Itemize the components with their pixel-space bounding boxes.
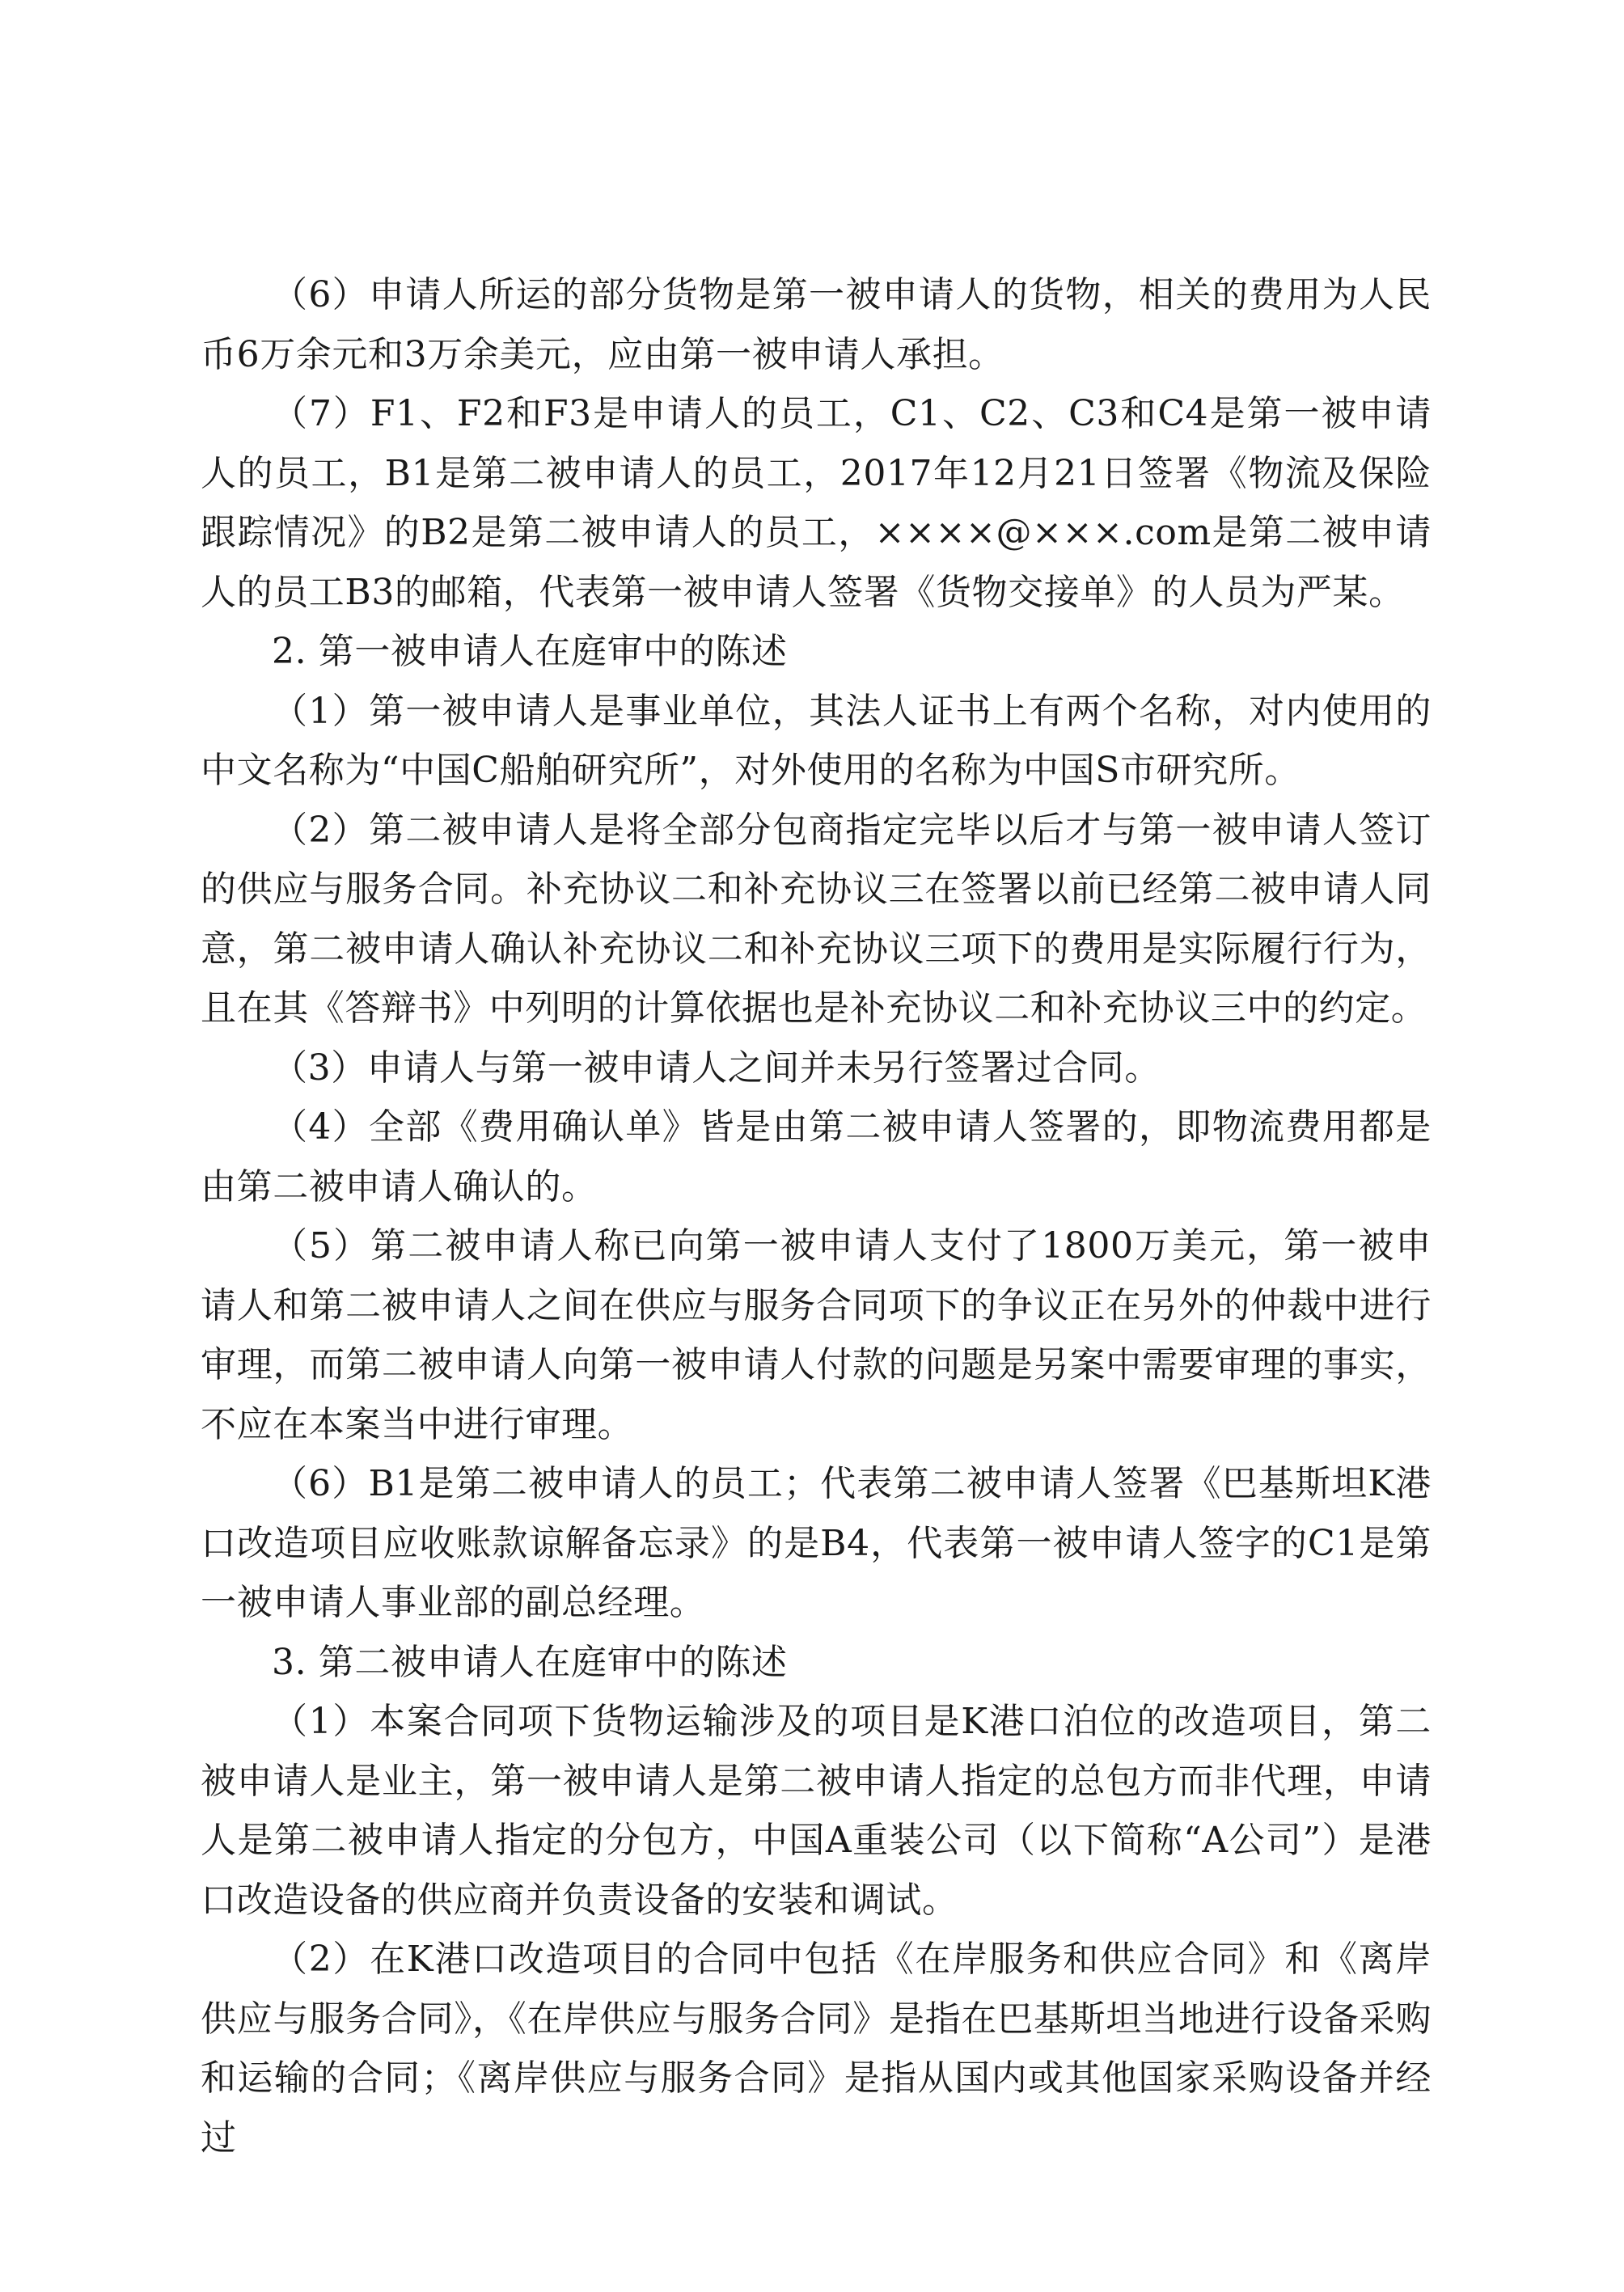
- section-heading-second-respondent-statement: 3. 第二被申请人在庭审中的陈述: [272, 1641, 788, 1683]
- paragraph-first-respondent-3: （3）申请人与第一被申请人之间并未另行签署过合同。: [272, 1047, 1161, 1089]
- paragraph-first-respondent-2: （2）第二被申请人是将全部分包商指定完毕以后才与第一被申请人签订的供应与服务合同。补充协议二和补充协议三在签署以前已经第二被申请人同意，第二被申请人确认补充协议二和补充协议三项下的费用是实际履行行为，且在其《答辩书》中列明的计算依据也是补充协议二和补充协议三中的约定。: [201, 809, 1432, 1029]
- paragraph-first-respondent-6: （6）B1是第二被申请人的员工；代表第二被申请人签署《巴基斯坦K港口改造项目应收账款谅解备忘录》的是B4，代表第一被申请人签字的C1是第一被申请人事业部的副总经理。: [201, 1463, 1432, 1623]
- paragraph-7-staff-identities: （7）F1、F2和F3是申请人的员工，C1、C2、C3和C4是第一被申请人的员工，B1是第二被申请人的员工，2017年12月21日签署《物流及保险跟踪情况》的B2是第二被申请人的员工，××××@×××.com是第二被申请人的员工B3的邮箱，代表第一被申请人签署《货物交接单》的人员为严某。: [201, 393, 1432, 613]
- paragraph-second-respondent-1: （1）本案合同项下货物运输涉及的项目是K港口泊位的改造项目，第二被申请人是业主，第一被申请人是第二被申请人指定的总包方而非代理，申请人是第二被申请人指定的分包方，中国A重装公司（以下简称“A公司”）是港口改造设备的供应商并负责设备的安装和调试。: [201, 1701, 1432, 1921]
- document-body: [201, 265, 1432, 2167]
- paragraph-second-respondent-2: （2）在K港口改造项目的合同中包括《在岸服务和供应合同》和《离岸供应与服务合同》，《在岸供应与服务合同》是指在巴基斯坦当地进行设备采购和运输的合同；《离岸供应与服务合同》是指从国内或其他国家采购设备并经过: [201, 1939, 1432, 2159]
- paragraph-first-respondent-5: （5）第二被申请人称已向第一被申请人支付了1800万美元，第一被申请人和第二被申请人之间在供应与服务合同项下的争议正在另外的仲裁中进行审理，而第二被申请人向第一被申请人付款的问题是另案中需要审理的事实，不应在本案当中进行审理。: [201, 1225, 1432, 1445]
- paragraph-first-respondent-4: （4）全部《费用确认单》皆是由第二被申请人签署的，即物流费用都是由第二被申请人确认的。: [201, 1106, 1432, 1207]
- paragraph-6-applicant-goods-costs: （6）申请人所运的部分货物是第一被申请人的货物，相关的费用为人民币6万余元和3万余美元，应由第一被申请人承担。: [201, 274, 1432, 375]
- section-heading-first-respondent-statement: 2. 第一被申请人在庭审中的陈述: [272, 631, 788, 672]
- paragraph-first-respondent-1: （1）第一被申请人是事业单位，其法人证书上有两个名称，对内使用的中文名称为“中国C船舶研究所”，对外使用的名称为中国S市研究所。: [201, 690, 1432, 791]
